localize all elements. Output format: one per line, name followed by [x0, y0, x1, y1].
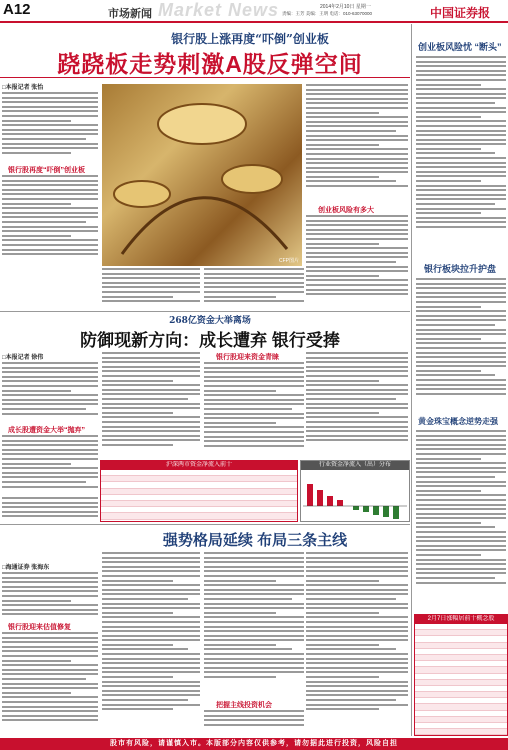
table-top10-concepts	[414, 614, 508, 736]
paper-name: 中国证券报	[430, 6, 491, 20]
story3-subhead-2: 把握主线投资机会	[216, 702, 272, 709]
story1-col1b	[2, 175, 98, 267]
sidebar-col-2	[416, 278, 506, 410]
story1-col3b	[306, 215, 408, 309]
table2-title: 行业资金净流入（出）分布	[301, 461, 409, 470]
story2-col2	[102, 352, 200, 458]
story1-col1	[2, 92, 98, 162]
story2-byline: □本报记者 徐伟	[2, 355, 44, 361]
sidebar-table-title: 2月7日涨幅居前十概念股	[415, 615, 507, 624]
story2-col1	[2, 362, 98, 422]
story2-rule	[0, 311, 410, 312]
story2-col4	[306, 352, 408, 456]
sidebar-col-1	[416, 56, 506, 256]
story2-col3	[204, 362, 304, 458]
story3-col3	[204, 552, 304, 698]
story3-col4	[306, 552, 408, 734]
headline-rule	[0, 77, 410, 78]
sidebar-col-3	[416, 430, 506, 610]
masthead	[0, 0, 508, 24]
story3-byline: □海通证券 张海东	[2, 565, 50, 571]
sidebar-title-2: 银行板块拉升护盘	[424, 264, 497, 274]
story2-headline: 防御现新方向：成长遭弃 银行受捧	[80, 331, 340, 350]
editor-info: 责编：王芳 美编：王明 电话：010-63070000	[282, 11, 373, 16]
image-caption: CFP图片	[278, 258, 299, 264]
story1-col3a	[306, 84, 408, 202]
masthead-rule	[0, 21, 508, 23]
coin-illustration	[102, 84, 302, 266]
story1-kicker: 银行股上涨再度“吓倒”创业板	[171, 32, 329, 46]
story1-byline: □本报记者 张怡	[2, 85, 44, 91]
story1-subhead-2: 创业板风险有多大	[318, 207, 374, 214]
story3-headline: 强势格局延续 布局三条主线	[162, 532, 348, 549]
story2-subhead-2: 银行股迎来资金青睐	[216, 354, 279, 361]
sidebar-title-1: 创业板风险忧 “断头”	[418, 42, 502, 52]
story1-photo	[102, 84, 302, 266]
story1-col3	[204, 268, 304, 308]
sidebar-title-3: 黄金珠宝概念逆势走强	[418, 417, 498, 426]
date-info: 2014年2月10日 星期一	[320, 4, 371, 10]
table-capital-inflow-top10	[100, 460, 298, 522]
section-title-en: Market News	[158, 0, 280, 20]
footer-bar	[0, 738, 508, 750]
story3-col1b	[2, 632, 98, 734]
story3-subhead-1: 银行股迎来估值修复	[8, 624, 71, 631]
story2-subhead-1: 成长股遭资金大举“抛弃”	[8, 427, 85, 434]
sidebar-divider	[411, 24, 412, 736]
story3-col1	[2, 572, 98, 620]
footer-disclaimer: 股市有风险，请谨慎入市。本版部分内容仅供参考，请勿据此进行投资，风险自担	[110, 740, 398, 747]
story2-kicker: 268亿资金大举离场	[169, 316, 251, 326]
story3-col2	[102, 552, 200, 734]
table1-title: 沪深两市资金净流入前十	[101, 461, 297, 470]
story2-col1c	[2, 497, 98, 523]
story3-rule	[0, 524, 410, 525]
story2-col1b	[2, 435, 98, 495]
story3-col3b	[204, 710, 304, 734]
page-number: A12	[3, 1, 31, 18]
story1-headline: 跷跷板走势刺激A股反弹空间	[57, 51, 363, 77]
section-title: 市场新闻	[108, 8, 152, 20]
story1-col2b	[102, 268, 200, 308]
industry-flow-bars	[301, 470, 409, 520]
table-industry-flow	[300, 460, 410, 522]
story1-subhead-1: 银行股再度“吓倒”创业板	[8, 167, 85, 174]
